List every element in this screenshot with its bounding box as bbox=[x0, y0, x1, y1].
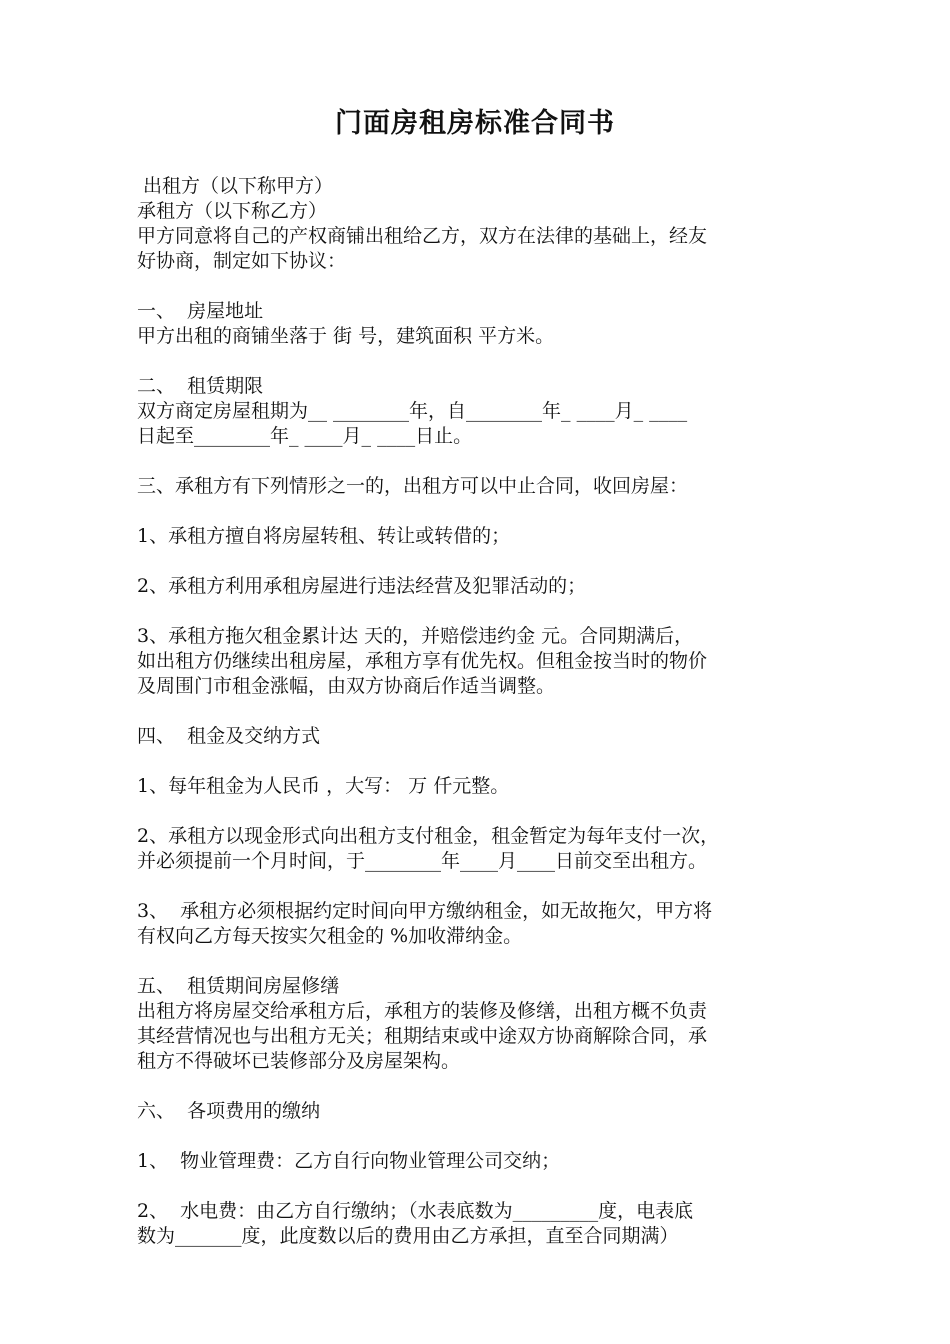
document-title: 门面房租房标准合同书 bbox=[335, 108, 615, 139]
blank-line bbox=[137, 749, 827, 774]
text-line: 其经营情况也与出租方无关；租期结束或中途双方协商解除合同，承 bbox=[137, 1025, 708, 1047]
blank-line bbox=[137, 949, 827, 974]
text-line: 出租方（以下称甲方） bbox=[137, 175, 334, 197]
text-line: 双方商定房屋租期为__ ________年，自________年_ ____月_ ____ bbox=[137, 400, 688, 422]
text-line: 1、每年租金为人民币 ，大写： 万 仟元整。 bbox=[137, 775, 510, 797]
text-line: 四、 租金及交纳方式 bbox=[137, 725, 321, 747]
text-line: 二、 租赁期限 bbox=[137, 375, 264, 397]
text-line: 2、承租方利用承租房屋进行违法经营及犯罪活动的； bbox=[137, 575, 587, 597]
blank-line bbox=[137, 599, 827, 624]
blank-line bbox=[137, 499, 827, 524]
text-line: 甲方同意将自己的产权商铺出租给乙方，双方在法律的基础上，经友 bbox=[137, 225, 708, 247]
blank-line bbox=[137, 1174, 827, 1199]
blank-line bbox=[137, 699, 827, 724]
text-line: 一、 房屋地址 bbox=[137, 300, 264, 322]
blank-line bbox=[137, 1124, 827, 1149]
text-line: 3、承租方拖欠租金累计达 天的，并赔偿违约金 元。合同期满后， bbox=[137, 625, 694, 647]
text-line: 三、承租方有下列情形之一的，出租方可以中止合同，收回房屋： bbox=[137, 475, 689, 497]
text-line: 有权向乙方每天按实欠租金的 %加收滞纳金。 bbox=[137, 925, 523, 947]
text-line: 及周围门市租金涨幅，由双方协商后作适当调整。 bbox=[137, 675, 556, 697]
text-line: 如出租方仍继续出租房屋，承租方享有优先权。但租金按当时的物价 bbox=[137, 650, 708, 672]
text-line: 数为_______度，此度数以后的费用由乙方承担，直至合同期满） bbox=[137, 1225, 679, 1247]
text-line: 承租方（以下称乙方） bbox=[137, 200, 328, 222]
text-line: 甲方出租的商铺坐落于 街 号，建筑面积 平方米。 bbox=[137, 325, 555, 347]
blank-line bbox=[137, 349, 827, 374]
blank-line bbox=[137, 549, 827, 574]
text-line: 出租方将房屋交给承租方后，承租方的装修及修缮，出租方概不负责 bbox=[137, 1000, 708, 1022]
blank-line bbox=[137, 1074, 827, 1099]
text-line: 六、 各项费用的缴纳 bbox=[137, 1100, 321, 1122]
document-body bbox=[137, 174, 827, 1249]
text-line: 1、 物业管理费：乙方自行向物业管理公司交纳； bbox=[137, 1150, 561, 1172]
text-line: 租方不得破坏已装修部分及房屋架构。 bbox=[137, 1050, 461, 1072]
text-line: 2、承租方以现金形式向出租方支付租金，租金暂定为每年支付一次， bbox=[137, 825, 720, 847]
text-line: 2、 水电费：由乙方自行缴纳；（水表底数为_________度，电表底 bbox=[137, 1200, 694, 1222]
text-line: 3、 承租方必须根据约定时间向甲方缴纳租金，如无故拖欠，甲方将 bbox=[137, 900, 713, 922]
text-line: 五、 租赁期间房屋修缮 bbox=[137, 975, 340, 997]
blank-line bbox=[137, 449, 827, 474]
blank-line bbox=[137, 799, 827, 824]
text-line: 1、承租方擅自将房屋转租、转让或转借的； bbox=[137, 525, 511, 547]
blank-line bbox=[137, 874, 827, 899]
text-line: 好协商，制定如下协议： bbox=[137, 250, 347, 272]
blank-line bbox=[137, 274, 827, 299]
text-line: 日起至________年_ ____月_ ____日止。 bbox=[137, 425, 473, 447]
text-line: 并必须提前一个月时间，于________年____月____日前交至出租方。 bbox=[137, 850, 708, 872]
